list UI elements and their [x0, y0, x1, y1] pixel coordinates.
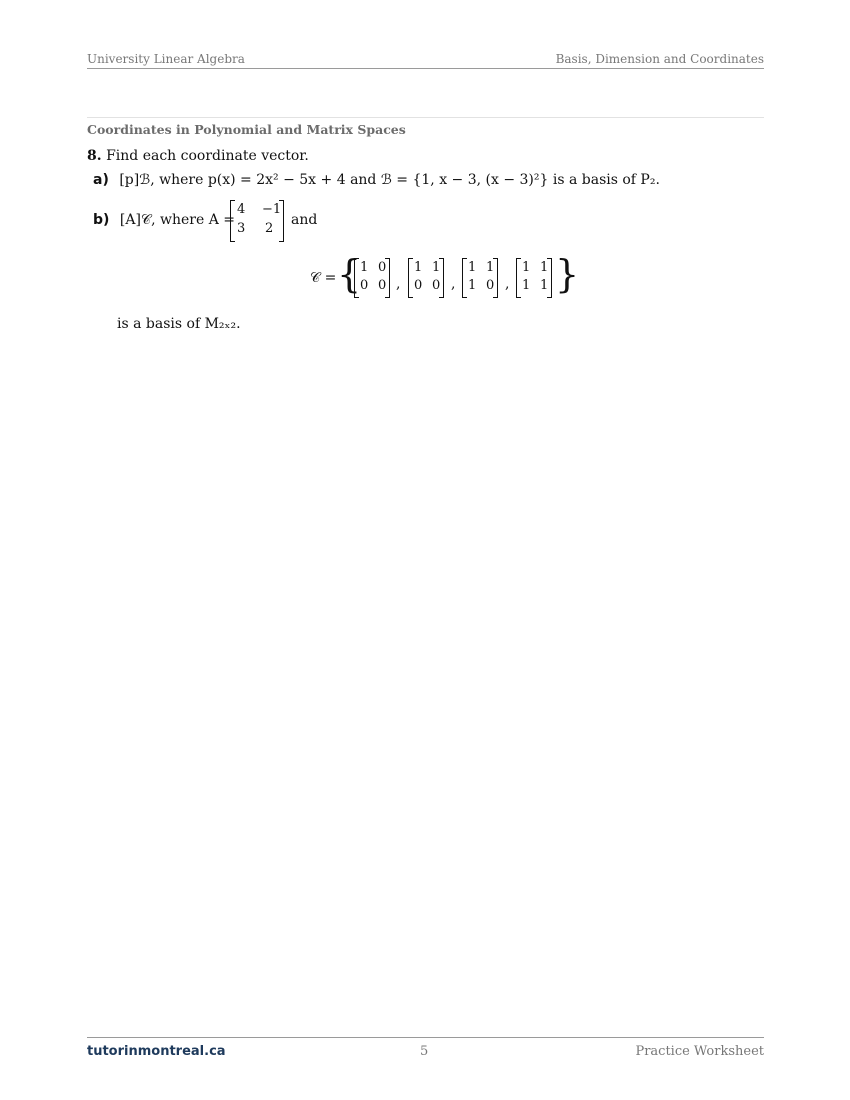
footer-website: tutorinmontreal.ca	[87, 1044, 226, 1059]
matrix-cell: 1	[540, 278, 549, 293]
matrix-cell: 0	[432, 278, 441, 293]
matrix-a-cell: −1	[262, 202, 282, 217]
page-footer	[87, 1037, 764, 1062]
problem-statement	[87, 148, 309, 164]
matrix-cell: 1	[540, 260, 549, 275]
matrix-cell: 1	[468, 260, 477, 275]
problem-number: 8.	[87, 148, 102, 164]
right-brace: }	[555, 252, 580, 296]
matrix-cell: 1	[432, 260, 441, 275]
comma: ,	[396, 276, 401, 292]
part-a-text: [p]ℬ, where p(x) = 2x² − 5x + 4 and ℬ = {1, x − 3, (x − 3)²} is a basis of P₂.	[119, 172, 660, 188]
comma: ,	[451, 276, 456, 292]
page-header	[87, 50, 764, 69]
matrix-cell: 1	[414, 260, 423, 275]
part-a	[93, 172, 660, 188]
matrix-cell: 0	[414, 278, 423, 293]
matrix-cell: 0	[360, 278, 369, 293]
part-a-label: a)	[93, 172, 109, 188]
matrix-a-cell: 2	[265, 221, 274, 236]
part-b	[93, 212, 235, 228]
footer-doc-type: Practice Worksheet	[635, 1044, 764, 1059]
matrix-a-cell: 3	[237, 221, 246, 236]
section-divider	[87, 117, 764, 118]
part-b-label: b)	[93, 212, 110, 228]
comma: ,	[505, 276, 510, 292]
header-chapter-title: Basis, Dimension and Coordinates	[555, 52, 764, 66]
basis-c-label: 𝒞 =	[310, 270, 337, 286]
matrix-cell: 0	[378, 278, 387, 293]
part-b-lead: [A]𝒞, where A =	[119, 212, 236, 228]
section-title: Coordinates in Polynomial and Matrix Spaces	[87, 122, 406, 137]
problem-prompt: Find each coordinate vector.	[106, 148, 309, 164]
part-b-tail: is a basis of M₂ₓ₂.	[117, 316, 241, 332]
and-word: and	[291, 212, 318, 228]
header-course-title: University Linear Algebra	[87, 52, 245, 66]
page-number: 5	[420, 1044, 429, 1059]
matrix-cell: 0	[486, 278, 495, 293]
matrix-cell: 0	[378, 260, 387, 275]
matrix-cell: 1	[522, 260, 531, 275]
basis-c-matrix-2	[408, 258, 444, 298]
matrix-a-cell: 4	[237, 202, 246, 217]
basis-c-matrix-4	[516, 258, 552, 298]
matrix-cell: 1	[360, 260, 369, 275]
matrix-cell: 1	[522, 278, 531, 293]
left-brace: {	[337, 252, 362, 296]
matrix-cell: 1	[468, 278, 477, 293]
basis-c-matrix-1	[354, 258, 390, 298]
matrix-a	[230, 200, 284, 242]
matrix-cell: 1	[486, 260, 495, 275]
basis-c-matrix-3	[462, 258, 498, 298]
